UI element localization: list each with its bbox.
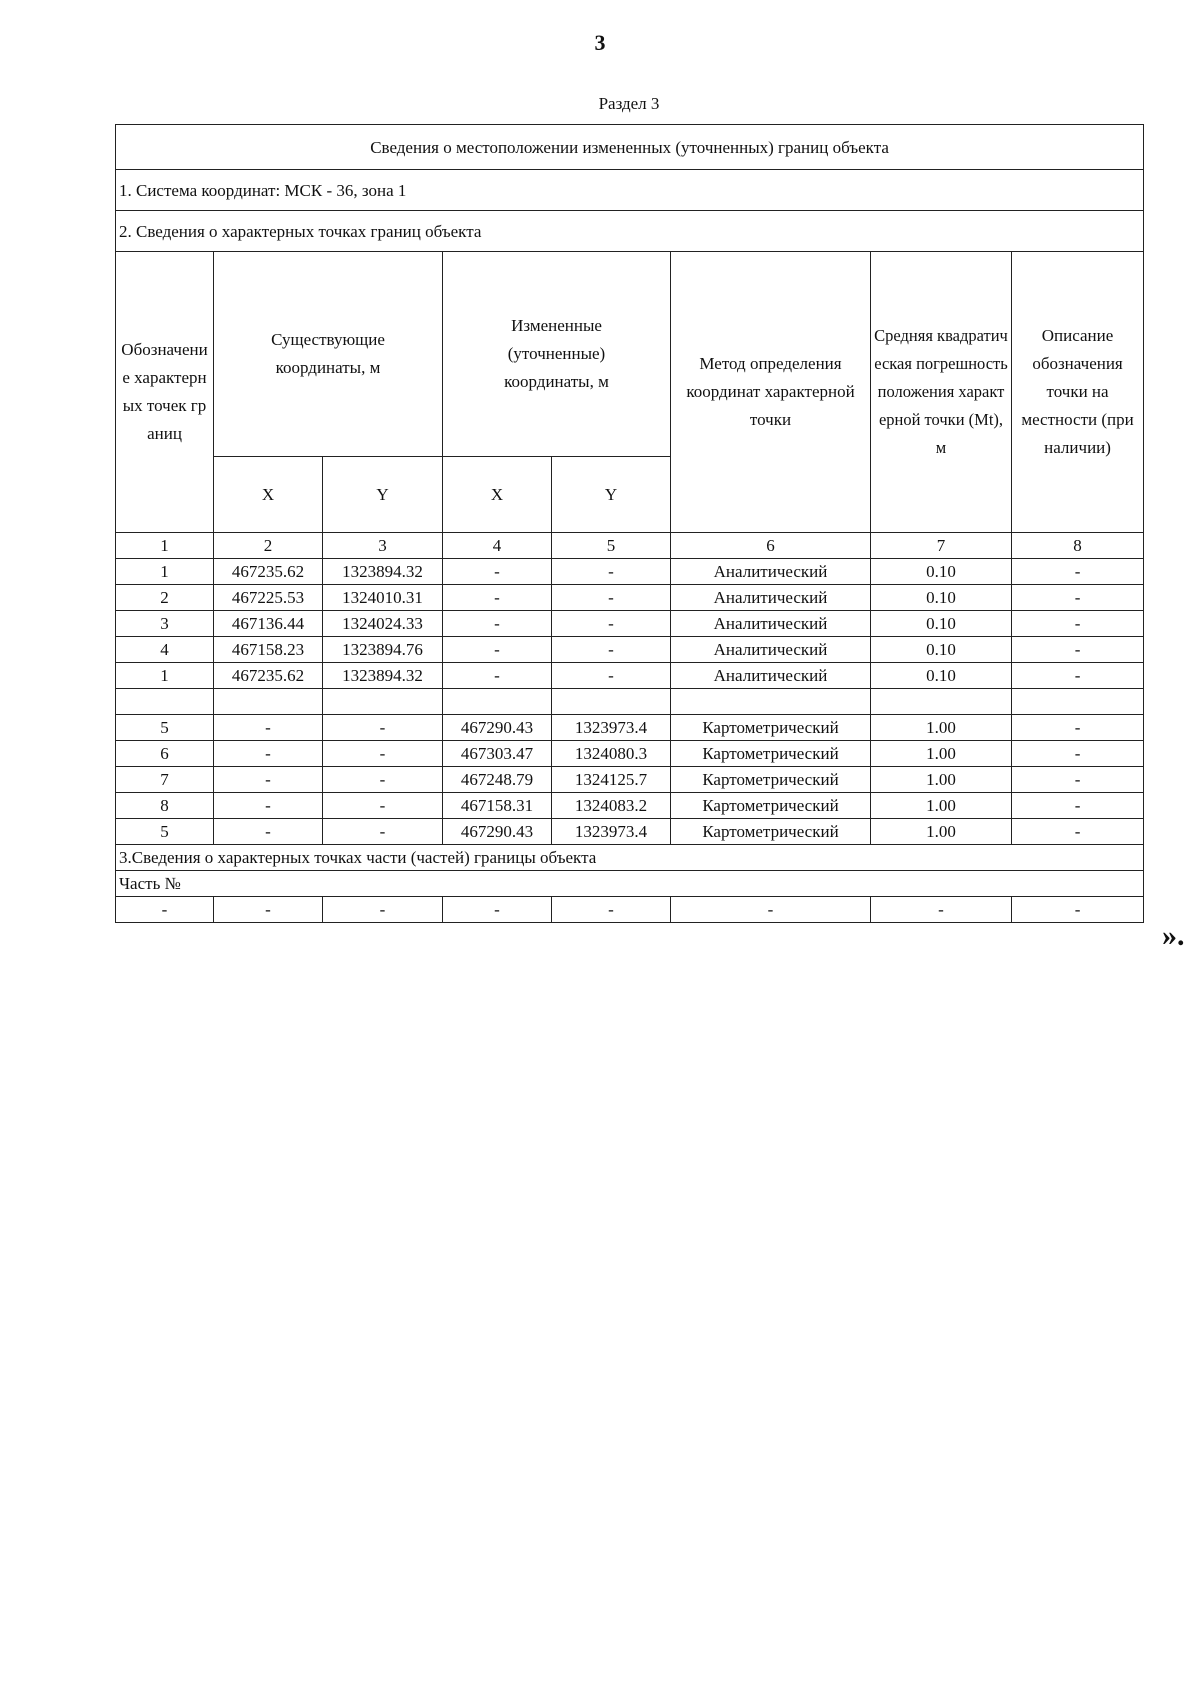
description: -: [1012, 767, 1144, 793]
error: 1.00: [871, 767, 1012, 793]
header-method: Метод определения координат характерной точки: [671, 252, 871, 533]
parts-heading: 3.Сведения о характерных точках части (частей) границы объекта: [116, 845, 1144, 871]
parts-cell: -: [323, 897, 443, 923]
table-row: [116, 559, 1144, 585]
empty-cell: [116, 689, 214, 715]
table-row: [116, 741, 1144, 767]
changed-y: 1323973.4: [552, 819, 671, 845]
parts-cell: -: [443, 897, 552, 923]
parts-row: [116, 897, 1144, 923]
header-description: Описание обозначения точки на местности (при наличии): [1012, 252, 1144, 533]
description: -: [1012, 559, 1144, 585]
table-row: [116, 793, 1144, 819]
changed-y: -: [552, 637, 671, 663]
description: -: [1012, 611, 1144, 637]
part-label: Часть №: [116, 871, 1144, 897]
method: Картометрический: [671, 767, 871, 793]
description: -: [1012, 741, 1144, 767]
method: Картометрический: [671, 819, 871, 845]
empty-cell: [671, 689, 871, 715]
error: 0.10: [871, 611, 1012, 637]
header-changed-y: Y: [552, 457, 671, 533]
parts-cell: -: [552, 897, 671, 923]
empty-separator-row: [116, 689, 1144, 715]
error: 0.10: [871, 663, 1012, 689]
changed-x: 467303.47: [443, 741, 552, 767]
existing-x: -: [214, 767, 323, 793]
table-title: Сведения о местоположении измененных (уточненных) границ объекта: [116, 125, 1144, 170]
table-row: [116, 585, 1144, 611]
description: -: [1012, 715, 1144, 741]
header-changed: Измененные (уточненные) координаты, м: [443, 252, 671, 457]
error: 0.10: [871, 637, 1012, 663]
changed-x: -: [443, 585, 552, 611]
existing-y: 1323894.32: [323, 559, 443, 585]
existing-x: 467225.53: [214, 585, 323, 611]
error: 0.10: [871, 559, 1012, 585]
header-existing: Существующие координаты, м: [214, 252, 443, 457]
parts-heading-row: [116, 845, 1144, 871]
existing-x: 467158.23: [214, 637, 323, 663]
changed-x: -: [443, 611, 552, 637]
point-number: 7: [116, 767, 214, 793]
empty-cell: [323, 689, 443, 715]
part-label-row: [116, 871, 1144, 897]
coordinate-system: 1. Система координат: МСК - 36, зона 1: [116, 170, 1144, 211]
error: 1.00: [871, 793, 1012, 819]
table-body: [116, 125, 1144, 923]
existing-x: -: [214, 819, 323, 845]
title-row: [116, 125, 1144, 170]
method: Аналитический: [671, 585, 871, 611]
existing-x: 467235.62: [214, 559, 323, 585]
parts-cell: -: [214, 897, 323, 923]
parts-cell: -: [871, 897, 1012, 923]
description: -: [1012, 819, 1144, 845]
closing-quote-mark: ».: [1162, 919, 1185, 952]
point-number: 1: [116, 559, 214, 585]
existing-x: -: [214, 741, 323, 767]
table-row: [116, 767, 1144, 793]
table-row: [116, 715, 1144, 741]
changed-y: -: [552, 559, 671, 585]
existing-x: 467235.62: [214, 663, 323, 689]
parts-cell: -: [1012, 897, 1144, 923]
header-changed-x: X: [443, 457, 552, 533]
column-number: 6: [671, 533, 871, 559]
column-number: 1: [116, 533, 214, 559]
existing-y: -: [323, 741, 443, 767]
points-heading: 2. Сведения о характерных точках границ объекта: [116, 211, 1144, 252]
changed-x: -: [443, 559, 552, 585]
header-existing-y: Y: [323, 457, 443, 533]
description: -: [1012, 585, 1144, 611]
column-numbers-row: [116, 533, 1144, 559]
changed-x: 467248.79: [443, 767, 552, 793]
description: -: [1012, 793, 1144, 819]
changed-x: -: [443, 663, 552, 689]
header-designation: Обозначение характерных точек границ: [116, 252, 214, 533]
point-number: 8: [116, 793, 214, 819]
existing-y: 1323894.32: [323, 663, 443, 689]
changed-x: 467158.31: [443, 793, 552, 819]
description: -: [1012, 637, 1144, 663]
column-number: 3: [323, 533, 443, 559]
point-number: 1: [116, 663, 214, 689]
existing-y: -: [323, 793, 443, 819]
changed-y: -: [552, 585, 671, 611]
empty-cell: [552, 689, 671, 715]
changed-y: 1324125.7: [552, 767, 671, 793]
column-number: 4: [443, 533, 552, 559]
error: 1.00: [871, 819, 1012, 845]
point-number: 5: [116, 715, 214, 741]
header-row-main: [116, 252, 1144, 457]
table-row: [116, 611, 1144, 637]
column-number: 5: [552, 533, 671, 559]
column-number: 7: [871, 533, 1012, 559]
method: Аналитический: [671, 611, 871, 637]
table-row: [116, 637, 1144, 663]
changed-y: -: [552, 611, 671, 637]
changed-x: -: [443, 637, 552, 663]
empty-cell: [443, 689, 552, 715]
changed-x: 467290.43: [443, 819, 552, 845]
empty-cell: [871, 689, 1012, 715]
boundary-points-table: [115, 124, 1144, 923]
method: Картометрический: [671, 715, 871, 741]
point-number: 6: [116, 741, 214, 767]
empty-cell: [1012, 689, 1144, 715]
method: Аналитический: [671, 663, 871, 689]
error: 0.10: [871, 585, 1012, 611]
column-number: 8: [1012, 533, 1144, 559]
point-number: 2: [116, 585, 214, 611]
empty-cell: [214, 689, 323, 715]
points-heading-row: [116, 211, 1144, 252]
method: Картометрический: [671, 741, 871, 767]
point-number: 5: [116, 819, 214, 845]
method: Аналитический: [671, 559, 871, 585]
existing-y: -: [323, 819, 443, 845]
changed-y: -: [552, 663, 671, 689]
existing-y: -: [323, 715, 443, 741]
point-number: 3: [116, 611, 214, 637]
header-error: Средняя квадратическая погрешность положения характерной точки (Mt), м: [871, 252, 1012, 533]
coordinate-system-row: [116, 170, 1144, 211]
error: 1.00: [871, 715, 1012, 741]
parts-cell: -: [116, 897, 214, 923]
column-number: 2: [214, 533, 323, 559]
existing-y: 1324024.33: [323, 611, 443, 637]
existing-x: -: [214, 793, 323, 819]
description: -: [1012, 663, 1144, 689]
changed-y: 1324083.2: [552, 793, 671, 819]
existing-y: 1324010.31: [323, 585, 443, 611]
point-number: 4: [116, 637, 214, 663]
table-row: [116, 663, 1144, 689]
changed-x: 467290.43: [443, 715, 552, 741]
method: Аналитический: [671, 637, 871, 663]
existing-y: -: [323, 767, 443, 793]
existing-x: 467136.44: [214, 611, 323, 637]
parts-cell: -: [671, 897, 871, 923]
changed-y: 1324080.3: [552, 741, 671, 767]
table-row: [116, 819, 1144, 845]
changed-y: 1323973.4: [552, 715, 671, 741]
error: 1.00: [871, 741, 1012, 767]
page-number: 3: [594, 30, 606, 55]
existing-x: -: [214, 715, 323, 741]
section-label: Раздел 3: [598, 94, 660, 113]
existing-y: 1323894.76: [323, 637, 443, 663]
header-existing-x: X: [214, 457, 323, 533]
method: Картометрический: [671, 793, 871, 819]
